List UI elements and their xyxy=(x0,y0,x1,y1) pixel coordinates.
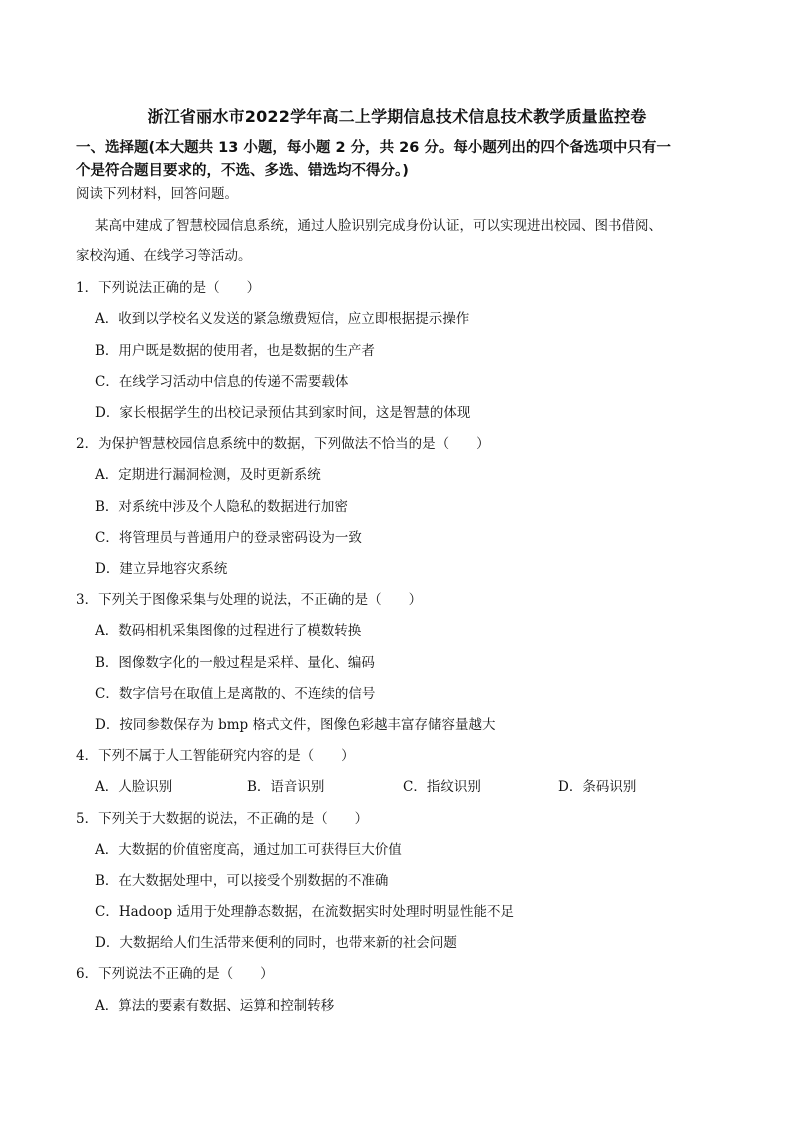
question-2-option-d: D．建立异地容灾系统 xyxy=(95,561,228,577)
question-5-option-d: D．大数据给人们生活带来便利的同时，也带来新的社会问题 xyxy=(95,935,457,951)
question-2-stem: 2．为保护智慧校园信息系统中的数据，下列做法不恰当的是（ ） xyxy=(76,436,490,452)
section-heading xyxy=(76,137,726,183)
question-5-option-c: C．Hadoop 适用于处理静态数据，在流数据实时处理时明显性能不足 xyxy=(95,904,514,920)
question-6-stem: 6．下列说法不正确的是（ ） xyxy=(76,966,274,982)
question-4-stem: 4．下列不属于人工智能研究内容的是（ ） xyxy=(76,748,355,764)
question-3-option-b: B．图像数字化的一般过程是采样、量化、编码 xyxy=(95,655,375,671)
question-3-option-c: C．数字信号在取值上是离散的、不连续的信号 xyxy=(95,686,376,702)
question-4-option-d: D．条码识别 xyxy=(558,779,637,795)
intro-text: 阅读下列材料，回答问题。 xyxy=(76,186,238,202)
question-1-option-d: D．家长根据学生的出校记录预估其到家时间，这是智慧的体现 xyxy=(95,405,471,421)
question-2-option-a: A．定期进行漏洞检测，及时更新系统 xyxy=(95,467,321,483)
section-heading-line-1: 一、选择题(本大题共 13 小题，每小题 2 分，共 26 分。每小题列出的四个备选项中只有一 xyxy=(76,140,671,156)
question-2-option-c: C．将管理员与普通用户的登录密码设为一致 xyxy=(95,530,362,546)
question-3-option-d: D．按同参数保存为 bmp 格式文件，图像色彩越丰富存储容量越大 xyxy=(95,717,496,733)
question-1-option-b: B．用户既是数据的使用者，也是数据的生产者 xyxy=(95,343,375,359)
question-3-stem: 3．下列关于图像采集与处理的说法，不正确的是（ ） xyxy=(76,592,423,608)
material-line-1: 某高中建成了智慧校园信息系统，通过人脸识别完成身份认证，可以实现进出校园、图书借阅、 xyxy=(95,218,662,234)
section-heading-line-2: 个是符合题目要求的，不选、多选、错选均不得分。) xyxy=(76,163,409,179)
question-4-option-b: B．语音识别 xyxy=(247,779,325,795)
question-1-option-c: C．在线学习活动中信息的传递不需要载体 xyxy=(95,374,349,390)
question-4-option-c: C．指纹识别 xyxy=(403,779,481,795)
page-title: 浙江省丽水市2022学年高二上学期信息技术信息技术教学质量监控卷 xyxy=(147,107,647,126)
question-1-option-a: A．收到以学校名义发送的紧急缴费短信，应立即根据提示操作 xyxy=(95,311,470,327)
question-4-option-a: A．人脸识别 xyxy=(95,779,173,795)
question-5-option-b: B．在大数据处理中，可以接受个别数据的不准确 xyxy=(95,873,389,889)
question-6-option-a: A．算法的要素有数据、运算和控制转移 xyxy=(95,998,335,1014)
question-2-option-b: B．对系统中涉及个人隐私的数据进行加密 xyxy=(95,499,348,515)
question-3-option-a: A．数码相机采集图像的过程进行了模数转换 xyxy=(95,623,362,639)
question-5-option-a: A．大数据的价值密度高，通过加工可获得巨大价值 xyxy=(95,842,402,858)
question-1-stem: 1．下列说法正确的是（ ） xyxy=(76,280,261,296)
question-5-stem: 5．下列关于大数据的说法，不正确的是（ ） xyxy=(76,811,369,827)
material-line-2: 家校沟通、在线学习等活动。 xyxy=(76,248,252,264)
